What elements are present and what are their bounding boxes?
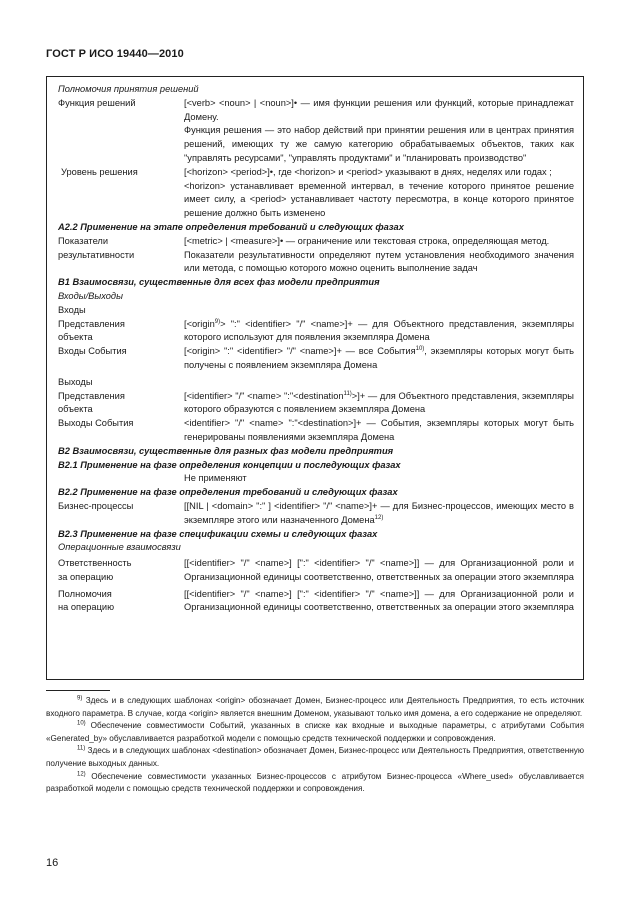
decision-function-line: Функция решения — это набор действий при принятии решения или в центрах принятия решений, имеющих ту же самую категорию обрабатываемых объектов, таких как "управлять ресурсами", "управлять продуктами" и "планировать производство" <box>184 125 574 163</box>
text-part: [[NIL | <domain> ":" ] <identifier> "/" <name>]+ — для Бизнес-процессов, имеющих место в экземпляре этого или назначенного Домена <box>184 500 574 525</box>
performance-line: [<metric> | <measure>]• — ограничение или текстовая строка, определяющая метод. <box>184 235 550 246</box>
text-part: > ":" <identifier> "/" <name>]+ — для Объектного представления, экземпляры которого используют для появления экземпляра Домена <box>184 318 574 343</box>
object-view-output-row <box>58 390 574 418</box>
outputs-heading: Выходы <box>58 376 93 387</box>
event-output-text: <identifier> "/" <name> ":"<destination>]+ — События, экземпляры которых могут быть генерированы появлениями экземпляра Домена <box>184 418 574 442</box>
section-b1-heading: B1 Взаимосвязи, существенные для всех фаз модели предприятия <box>58 277 380 288</box>
document-header: ГОСТ Р ИСО 19440—2010 <box>46 48 184 60</box>
responsibility-row <box>58 557 574 585</box>
event-input-text <box>184 345 574 373</box>
responsibility-label <box>58 557 184 585</box>
event-output-label: Выходы События <box>58 418 134 429</box>
text-part: [<identifier> "/" <name> ":"<destination <box>184 390 344 401</box>
decision-function-line: [<verb> <noun> | <noun>]• — имя функции решения или функций, которые принадлежат Домену. <box>184 97 574 122</box>
section-b2-heading: B2 Взаимосвязи, существенные для разных фаз модели предприятия <box>58 445 394 456</box>
not-applied-text: Не применяют <box>184 473 247 484</box>
footnote-mark: 11) <box>77 745 86 752</box>
footnote-separator <box>46 690 110 691</box>
responsibility-text: [[<identifier> "/" <name>] [":" <identifier> "/" <name>]] — для Организационной роли и Организационной единицы соответственно, ответственных за операции этого экземпляра <box>184 558 574 582</box>
object-view-input-label-line: Представления <box>58 318 125 329</box>
inputs-heading: Входы <box>58 304 86 315</box>
footnote-mark: 9) <box>77 695 83 702</box>
authority-label <box>58 588 184 616</box>
decision-function-label: Функция решений <box>58 97 136 108</box>
object-view-input-label-line: объекта <box>58 332 93 343</box>
event-input-label: Входы События <box>58 346 127 357</box>
text-part: [<origin> ":" <identifier> "/" <name>]+ — все События <box>184 346 416 357</box>
footnote-ref-12: 12) <box>374 514 384 521</box>
performance-text <box>184 235 574 276</box>
footnotes <box>46 695 584 796</box>
authority-row <box>58 588 574 616</box>
footnote-ref-10: 10) <box>415 346 425 353</box>
decision-level-line: [<horizon> <period>]•, где <horizon> и <period> указывают в днях, неделях или годах ; <box>184 166 552 177</box>
text-part: , экземпляры которых могут быть получены с появлением экземпляра Домена <box>184 346 574 370</box>
business-process-label: Бизнес-процессы <box>58 500 134 511</box>
template-table-frame <box>46 76 584 680</box>
event-output-row <box>58 417 574 445</box>
section-a2-2-heading: A2.2 Применение на этапе определения требований и следующих фазах <box>58 221 404 232</box>
object-view-output-label <box>58 390 184 418</box>
decision-function-row <box>58 97 574 166</box>
decision-level-row <box>58 166 574 221</box>
object-view-output-label-line: объекта <box>58 404 93 415</box>
authority-label-line: на операцию <box>58 602 115 613</box>
decision-level-line: <horizon> устанавливает временной интервал, в течение которого принятое решение имеет силу, а <period> устанавливает частоту пересмотра, в конце которого принятое решение должно быть изменено <box>184 180 574 219</box>
operational-relations-heading: Операционные взаимосвязи <box>58 542 181 553</box>
business-process-text <box>184 500 574 528</box>
footnote-text: Обеспечение совместимости указанных Бизнес-процессов с атрибутом Бизнес-процесса «Where_used» обуславливается разработкой модели с помощью средств технической поддержки и сопровождения. <box>46 771 584 794</box>
text-part: [<origin <box>184 318 215 329</box>
template-content <box>58 83 574 615</box>
footnote-9 <box>46 695 584 720</box>
footnote-ref-9: 9) <box>214 318 221 325</box>
io-heading: Входы/Выходы <box>58 290 123 301</box>
responsibility-label-line: за операцию <box>58 571 114 582</box>
text-part: >]+ — для Объектного представления, экземпляры которого образуются с появлением экземпляра Домена <box>184 390 574 415</box>
section-b2-3-heading: B2.3 Применение на фазе спецификации схемы и следующих фазах <box>58 528 378 539</box>
authority-text: [[<identifier> "/" <name>] [":" <identifier> "/" <name>]] — для Организационной роли и Организационной единицы соответственно, ответственных за операции этого экземпляра <box>184 588 574 613</box>
object-view-input-label <box>58 318 184 346</box>
object-view-input-row <box>58 318 574 346</box>
footnote-12 <box>46 771 584 796</box>
decision-function-text <box>184 97 574 166</box>
performance-row <box>58 235 574 276</box>
footnote-text: Здесь и в следующих шаблонах <origin> обозначает Домен, Бизнес-процесс или Деятельность Предприятия, то есть источник входного параметра. В случае, когда <origin> является внешним Доменом, указывают только имя домена, а его содержание не определяют. <box>46 696 584 718</box>
footnote-11 <box>46 745 584 770</box>
performance-label <box>58 235 184 276</box>
performance-line: Показатели результативности определяют путем установления необходимого значения или метода, с помощью которого можно оценить выполнение задач <box>184 249 574 274</box>
section-b2-1-heading: B2.1 Применение на фазе определения концепции и последующих фазах <box>58 459 401 470</box>
footnote-text: Обеспечение совместимости Событий, указанных в списке как входные и выходные параметры, с атрибутами События «Generated_by» обуславливается разработкой модели с помощью средств технической поддержки и сопровождения. <box>46 721 584 743</box>
section-b2-2-heading: B2.2 Применение на фазе определения требований и следующих фазах <box>58 487 398 498</box>
authority-label-line: Полномочия <box>58 588 112 599</box>
performance-label-line: результативности <box>58 249 135 260</box>
event-input-row <box>58 345 574 373</box>
footnote-ref-11: 11) <box>343 390 352 397</box>
decision-level-label: Уровень решения <box>61 166 138 177</box>
object-view-output-label-line: Представления <box>58 390 125 401</box>
responsibility-label-line: Ответственность <box>58 558 132 569</box>
object-view-input-text <box>184 318 574 346</box>
page-number: 16 <box>46 857 59 869</box>
footnote-text: Здесь и в следующих шаблонах <destination> обозначает Домен, Бизнес-процесс или Деятельность Предприятия, ответственную получение выходных данных. <box>46 746 584 768</box>
decision-level-text <box>184 166 574 221</box>
footnote-10 <box>46 720 584 745</box>
footnote-mark: 10) <box>77 720 86 727</box>
performance-label-line: Показатели <box>58 235 109 246</box>
footnote-mark: 12) <box>77 770 86 777</box>
business-process-row <box>58 500 574 528</box>
object-view-output-text <box>184 390 574 418</box>
decision-authority-heading: Полномочия принятия решений <box>58 84 199 94</box>
